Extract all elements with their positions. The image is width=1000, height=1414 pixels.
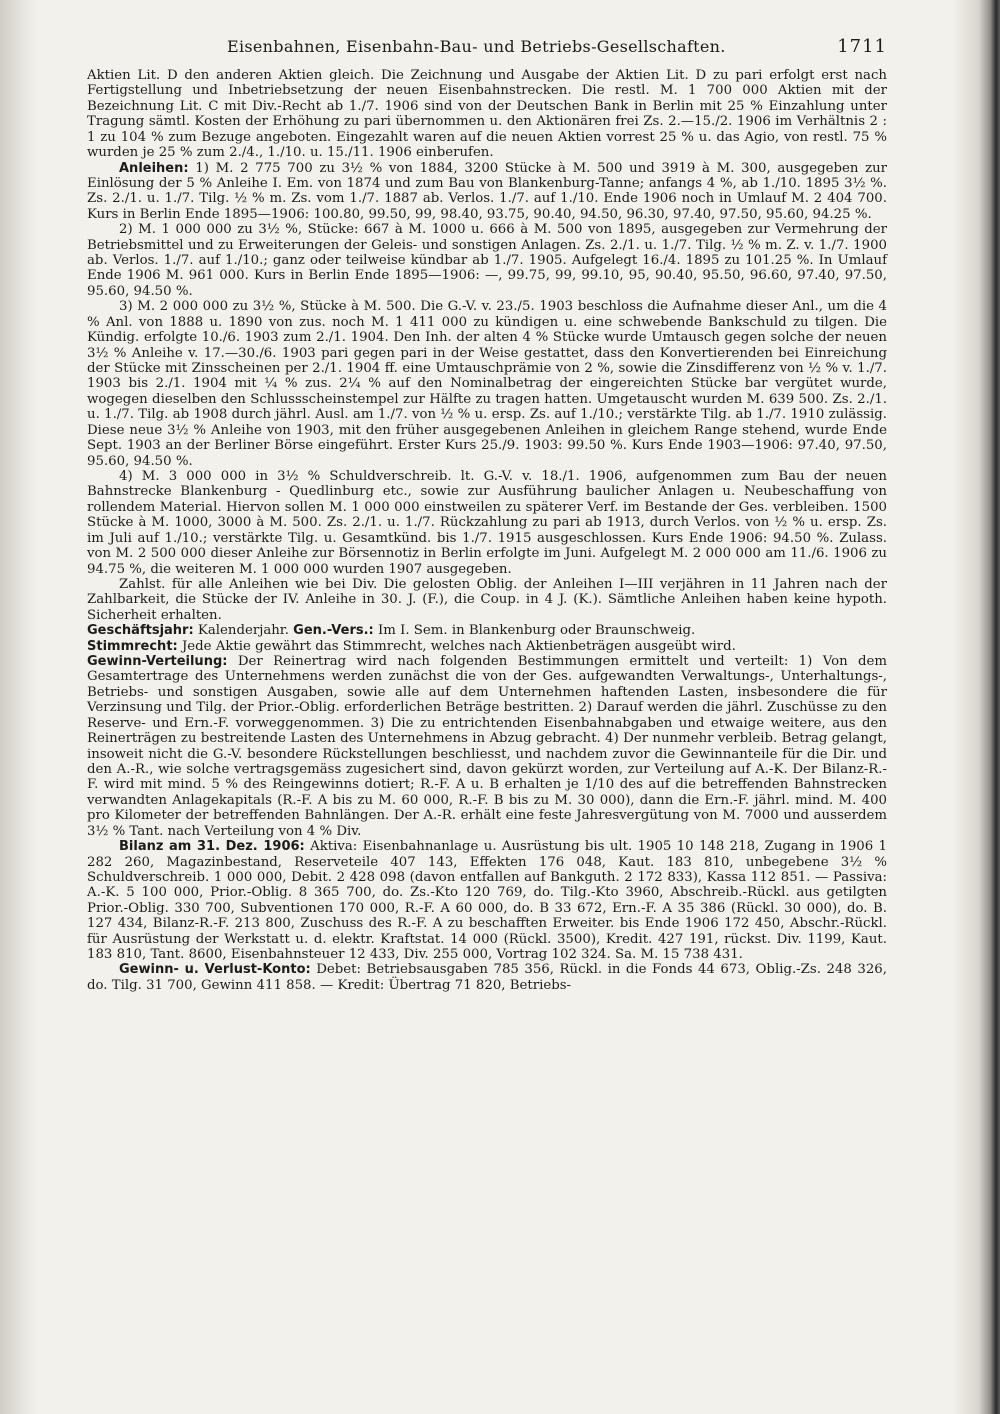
paragraph-gewinn-verlust: Gewinn- u. Verlust-Konto: Debet: Betriebsausgaben 785 356, Rückl. in die Fonds 44 673, Oblig.-Zs. 248 326, do. Tilg. 31 700, Gewinn 411 858. — Kredit: Übertrag 71 820, Betriebs- xyxy=(87,962,887,993)
paragraph-gewinn-verteilung: Gewinn-Verteilung: Der Reinertrag wird nach folgenden Bestimmungen ermittelt und verteilt: 1) Von dem Gesamtertrage des Unternehmens werden zunächst die von der Ges. aufgewandten Verwaltungs-, Unterhaltungs-, Betriebs- und sonstigen Ausgaben, sowie alle auf dem Unternehmen haftenden Lasten, insbesondere die für Verzinsung und Tilg. der Prior.-Oblig. erforderlichen Beträge bestritten. 2) Darauf werden die jährl. Zuschüsse zu den Reserve- und Ern.-F. vorweggenommen. 3) Die zu entrichtenden Eisenbahnabgaben und etwaige weitere, aus den Reinerträgen zu bestreitende Lasten des Unternehmens in Abzug gebracht. 4) Der nunmehr verbleib. Betrag gelangt, insoweit nicht die G.-V. besondere Rückstellungen beschliesst, und nachdem zuvor die Gewinnanteile für die Dir. und den A.-R., wie solche vertragsgemäss zugesichert sind, davon gekürzt worden, zur Verteilung auf A.-K. Der Bilanz-R.-F. wird mit mind. 5 % des Reingewinns dotiert; R.-F. A u. B erhalten je 1/10 des auf die betreffenden Bahnstrecken verwandten Anlagekapitals (R.-F. A bis zu M. 60 000, R.-F. B bis zu M. 30 000), dann die Ern.-F. jährl. mind. M. 400 pro Kilometer der betreffenden Bahnlängen. Der A.-R. erhält eine feste Jahresvergütung von M. 7000 und ausserdem 3½ % Tant. nach Verteilung von 4 % Div. xyxy=(87,654,887,839)
section-lead-gen-vers: Gen.-Vers.: xyxy=(293,623,374,639)
page-number: 1711 xyxy=(837,36,887,57)
paragraph-zahlstellen: Zahlst. für alle Anleihen wie bei Div. Die gelosten Oblig. der Anleihen I—III verjähren in 11 Jahren nach der Zahlbarkeit, die Stücke der IV. Anleihe in 30. J. (F.), die Coup. in 4 J. (K.). Sämtliche Anleihen haben keine hypoth. Sicherheit erhalten. xyxy=(87,576,887,623)
document-page xyxy=(87,36,887,993)
section-lead-stimmrecht: Stimmrecht: xyxy=(87,638,178,654)
section-lead-gewinn-verteilung: Gewinn-Verteilung: xyxy=(87,654,228,670)
paragraph-aktien-lit-d: Aktien Lit. D den anderen Aktien gleich. Die Zeichnung und Ausgabe der Aktien Lit. D zu pari erfolgt erst nach Fertigstellung und Inbetriebsetzung der neuen Eisenbahnstrecken. Die restl. M. 1 700 000 Aktien mit der Bezeichnung Lit. C mit Div.-Recht ab 1./7. 1906 sind von der Deutschen Bank in Berlin mit 25 % Einzahlung unter Tragung sämtl. Kosten der Erhöhung zu pari übernommen u. den Aktionären frei Zs. 2.—15./2. 1906 im Verhältnis 2 : 1 zu 104 % zum Bezuge angeboten. Eingezahlt waren auf die neuen Aktien vorrest 25 % u. das Agio, von restl. 75 % wurden je 25 % zum 2./4., 1./10. u. 15./11. 1906 einberufen. xyxy=(87,68,887,161)
section-lead-gewinn-verlust: Gewinn- u. Verlust-Konto: xyxy=(119,962,311,978)
paragraph-anleihe-4: 4) M. 3 000 000 in 3½ % Schuldverschreib. lt. G.-V. v. 18./1. 1906, aufgenommen zum Bau der neuen Bahnstrecke Blankenburg - Quedlinburg etc., sowie zur Ausführung baulicher Anlagen u. Neubeschaffung von rollendem Material. Hiervon sollen M. 1 000 000 einstweilen zu späterer Verf. im Bestande der Ges. verbleiben. 1500 Stücke à M. 1000, 3000 à M. 500. Zs. 2./1. u. 1./7. Rückzahlung zu pari ab 1913, durch Verlos. von ½ % u. ersp. Zs. im Juli auf 1./10.; verstärkte Tilg. u. Gesamtkünd. bis 1./7. 1915 ausgeschlossen. Kurs Ende 1906: 94.50 %. Zulass. von M. 2 500 000 dieser Anleihe zur Börsennotiz in Berlin erfolgte im Juni. Aufgelegt M. 2 000 000 am 11./6. 1906 zu 94.75 %, die weiteren M. 1 000 000 wurden 1907 ausgegeben. xyxy=(87,468,887,577)
paragraph-bilanz: Bilanz am 31. Dez. 1906: Aktiva: Eisenbahnanlage u. Ausrüstung bis ult. 1905 10 148 218, Zugang in 1906 1 282 260, Magazinbestand, Reserveteile 407 143, Effekten 176 048, Kaut. 183 810, unbegebene 3½ % Schuldverschreib. 1 000 000, Debit. 2 428 098 (davon entfallen auf Bankguth. 2 172 833), Kassa 112 851. — Passiva: A.-K. 5 100 000, Prior.-Oblig. 8 365 700, do. Zs.-Kto 120 769, do. Tilg.-Kto 3960, Abschreib.-Rückl. aus getilgten Prior.-Oblig. 330 700, Subventionen 170 000, R.-F. A 60 000, do. B 33 672, Ern.-F. A 35 386 (Rückl. 30 000), do. B. 127 434, Bilanz-R.-F. 213 800, Zuschuss des R.-F. A zu beschafften Erweiter. bis Ende 1906 172 450, Abschr.-Rückl. für Ausrüstung der Werkstatt u. d. elektr. Kraftstat. 14 000 (Rückl. 3500), Kredit. 427 191, rückst. Div. 1199, Kaut. 183 810, Tant. 8600, Eisenbahnsteuer 12 433, Div. 255 000, Vortrag 102 324. Sa. M. 15 738 431. xyxy=(87,839,887,963)
page-body xyxy=(87,68,887,993)
section-lead-anleihen: Anleihen: xyxy=(119,160,189,176)
paragraph-anleihen-1: Anleihen: 1) M. 2 775 700 zu 3½ % von 1884, 3200 Stücke à M. 500 und 3919 à M. 300, ausgegeben zur Einlösung der 5 % Anleihe I. Em. von 1874 und zum Bau von Blankenburg-Tanne; anfangs 4 %, ab 1./10. 1895 3½ %. Zs. 2./1. u. 1./7. Tilg. ½ % m. Zs. vom 1./7. 1887 ab. Verlos. 1./7. auf 1./10. Ende 1906 noch in Umlauf M. 2 404 700. Kurs in Berlin Ende 1895—1906: 100.80, 99.50, 99, 98.40, 93.75, 90.40, 94.50, 96.30, 97.40, 97.50, 95.60, 94.25 %. xyxy=(87,160,887,222)
running-header xyxy=(87,36,887,68)
scan-binding-edge xyxy=(952,0,1000,1414)
scan-left-edge xyxy=(0,0,38,1414)
section-lead-bilanz: Bilanz am 31. Dez. 1906: xyxy=(119,839,305,855)
section-lead-geschaeftsjahr: Geschäftsjahr: xyxy=(87,623,194,639)
paragraph-anleihe-2: 2) M. 1 000 000 zu 3½ %, Stücke: 667 à M. 1000 u. 666 à M. 500 von 1895, ausgegeben zur Vermehrung der Betriebsmittel und zu Erweiterungen der Geleis- und sonstigen Anlagen. Zs. 2./1. u. 1./7. Tilg. ½ % m. Z. v. 1./7. 1900 ab. Verlos. 1./7. auf 1./10.; ganz oder teilweise kündbar ab 1./7. 1905. Aufgelegt 16./4. 1895 zu 101.25 %. In Umlauf Ende 1906 M. 961 000. Kurs in Berlin Ende 1895—1906: —, 99.75, 99, 99.10, 95, 90.40, 95.50, 96.60, 97.40, 97.50, 95.60, 94.50 %. xyxy=(87,222,887,299)
paragraph-geschaeftsjahr: Geschäftsjahr: Kalenderjahr. Gen.-Vers.: Im I. Sem. in Blankenburg oder Braunschweig. xyxy=(87,623,696,639)
running-title: Eisenbahnen, Eisenbahn-Bau- und Betriebs-Gesellschaften. xyxy=(227,37,726,56)
paragraph-anleihe-3: 3) M. 2 000 000 zu 3½ %, Stücke à M. 500. Die G.-V. v. 23./5. 1903 beschloss die Aufnahme dieser Anl., um die 4 % Anl. von 1888 u. 1890 von zus. noch M. 1 411 000 zu kündigen u. eine schwebende Bankschuld zu tilgen. Die Kündig. erfolgte 10./6. 1903 zum 2./1. 1904. Den Inh. der alten 4 % Stücke wurde Umtausch gegen solche der neuen 3½ % Anleihe v. 17.—30./6. 1903 pari gegen pari in der Weise gestattet, dass den Konvertierenden bei Einreichung der Stücke mit Zinsscheinen per 2./1. 1904 ff. eine Umtauschprämie von 2 %, sowie die Zinsdifferenz von ½ % v. 1./7. 1903 bis 2./1. 1904 mit ¼ % zus. 2¼ % auf den Nominalbetrag der eingereichten Stücke bar vergütet wurde, wogegen dieselben den Schlussscheinstempel zur Hälfte zu tragen hatten. Umgetauscht wurden M. 639 500. Zs. 2./1. u. 1./7. Tilg. ab 1908 durch jährl. Ausl. am 1./7. von ½ % u. ersp. Zs. auf 1./10.; verstärkte Tilg. ab 1./7. 1910 zulässig. Diese neue 3½ % Anleihe von 1903, mit den früher ausgegebenen Anleihen in gleichem Range stehend, wurde Ende Sept. 1903 an der Berliner Börse eingeführt. Erster Kurs 25./9. 1903: 99.50 %. Kurs Ende 1903—1906: 97.40, 97.50, 95.60, 94.50 %. xyxy=(87,299,887,469)
paragraph-stimmrecht: Stimmrecht: Jede Aktie gewährt das Stimmrecht, welches nach Aktienbeträgen ausgeübt wird. xyxy=(87,638,736,654)
